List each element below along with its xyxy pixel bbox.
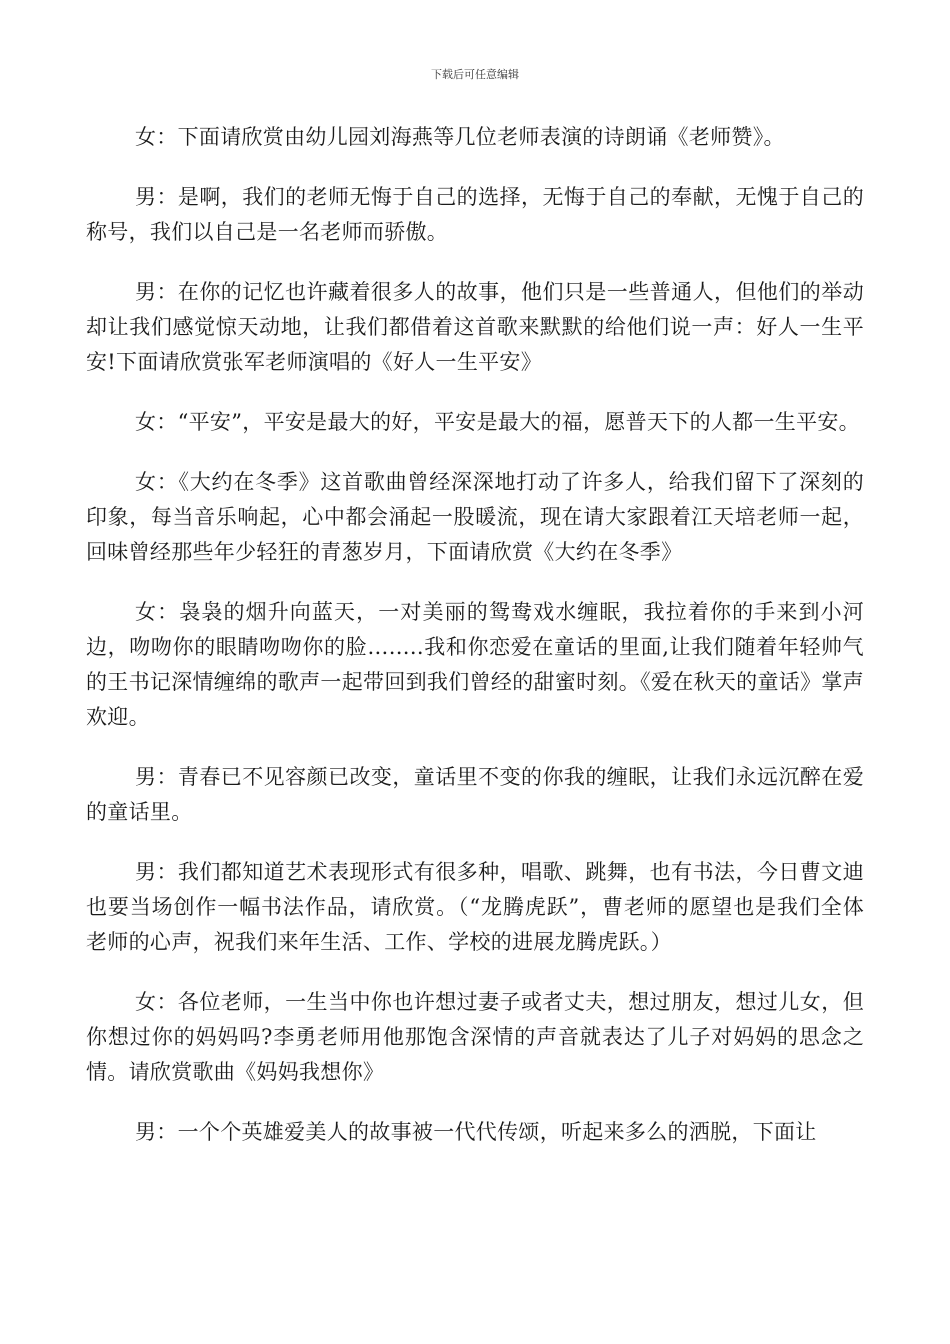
paragraph-10: 男：一个个英雄爱美人的故事被一代代传颂，听起来多么的洒脱，下面让 (135, 1120, 817, 1144)
paragraph-7: 男：青春已不见容颜已改变，童话里不变的你我的缠眠，让我们永远沉醉在爱的童话里。 (86, 765, 864, 824)
paragraph-1: 女：下面请欣赏由幼儿园刘海燕等几位老师表演的诗朗诵《老师赞》。 (135, 125, 785, 149)
paragraph-2: 男：是啊，我们的老师无悔于自己的选择，无悔于自己的奉献，无愧于自己的称号，我们以自己是一名老师而骄傲。 (86, 185, 864, 244)
paragraph-6: 女：袅袅的烟升向蓝天，一对美丽的鸳鸯戏水缠眠，我拉着你的手来到小河边，吻吻你的眼睛吻吻你的脸……..我和你恋爱在童话的里面,让我们随着年轻帅气的王书记深情缠绵的歌声一起带回到我们曾经的甜蜜时刻。《爱在秋天的童话》掌声欢迎。 (86, 600, 864, 729)
paragraph-9: 女：各位老师，一生当中你也许想过妻子或者丈夫，想过朋友，想过儿女，但你想过你的妈妈吗?李勇老师用他那饱含深情的声音就表达了儿子对妈妈的思念之情。请欣赏歌曲《妈妈我想你》 (86, 990, 864, 1084)
paragraph-8: 男：我们都知道艺术表现形式有很多种，唱歌、跳舞，也有书法，今日曹文迪也要当场创作一幅书法作品，请欣赏。（“龙腾虎跃”，曹老师的愿望也是我们全体老师的心声，祝我们来年生活、工作、学校的进展龙腾虎跃。） (86, 860, 864, 954)
paragraph-5: 女：《大约在冬季》这首歌曲曾经深深地打动了许多人，给我们留下了深刻的印象，每当音乐响起，心中都会涌起一股暖流，现在请大家跟着江天培老师一起，回味曾经那些年少轻狂的青葱岁月，下面请欣赏《大约在冬季》 (86, 470, 864, 564)
document-body (86, 120, 864, 1175)
paragraph-4: 女：“平安”，平安是最大的好，平安是最大的福，愿普天下的人都一生平安。 (135, 410, 860, 434)
page-header-watermark: 下载后可任意编辑 (431, 68, 519, 81)
paragraph-3: 男：在你的记忆也许藏着很多人的故事，他们只是一些普通人，但他们的举动却让我们感觉惊天动地，让我们都借着这首歌来默默的给他们说一声：好人一生平安!下面请欣赏张军老师演唱的《好人一生平安》 (86, 280, 864, 374)
